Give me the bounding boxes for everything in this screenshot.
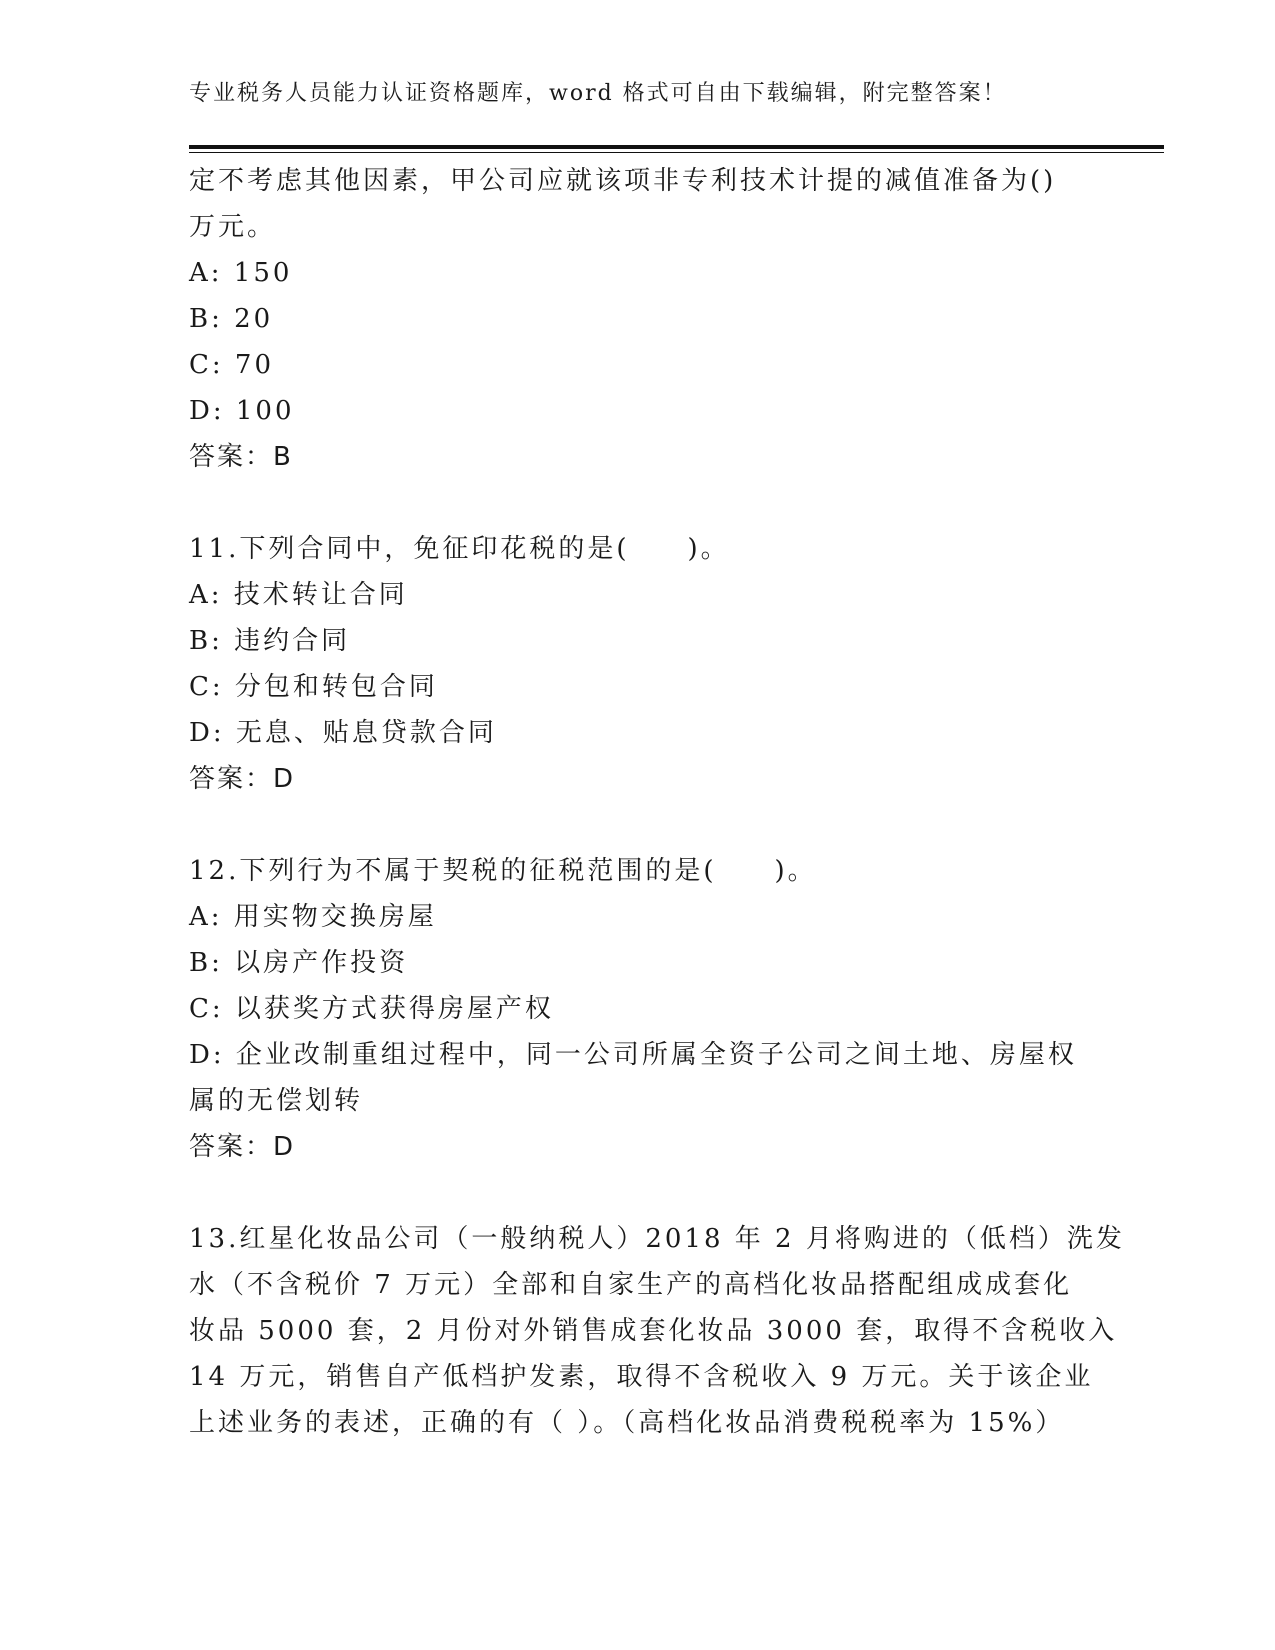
- q10-stem-line-2: 万元。: [189, 212, 277, 242]
- q11-option-c: C: 分包和转包合同: [189, 672, 438, 702]
- q13-stem-line-5: 上述业务的表述，正确的有（ ）。（高档化妆品消费税税率为 15%）: [189, 1408, 1065, 1438]
- q13-stem-line-4: 14 万元，销售自产低档护发素，取得不含税收入 9 万元。关于该企业: [189, 1362, 1094, 1392]
- page-header: 专业税务人员能力认证资格题库，word 格式可自由下载编辑，附完整答案！: [189, 81, 1007, 106]
- q10-answer: 答案：B: [189, 442, 293, 472]
- q12-option-d-line-1: D: 企业改制重组过程中，同一公司所属全资子公司之间土地、房屋权: [189, 1040, 1077, 1070]
- spacer: [189, 802, 1089, 848]
- q12-option-b: B: 以房产作投资: [189, 948, 409, 978]
- q10-option-c: C: 70: [189, 350, 275, 380]
- q13-stem-line-2: 水（不含税价 7 万元）全部和自家生产的高档化妆品搭配组成成套化: [189, 1270, 1073, 1300]
- q10-option-a: A: 150: [189, 258, 293, 288]
- q12-answer: 答案：D: [189, 1132, 296, 1162]
- header-rule-thin: [189, 152, 1164, 153]
- q11-answer: 答案：D: [189, 764, 296, 794]
- header-rule-thick: [189, 145, 1164, 149]
- q12-option-d-line-2: 属的无偿划转: [189, 1086, 364, 1116]
- q11-option-a: A: 技术转让合同: [189, 580, 408, 610]
- q13-stem-line-1: 13.红星化妆品公司（一般纳税人）2018 年 2 月将购进的（低档）洗发: [189, 1224, 1125, 1254]
- q12-stem: 12.下列行为不属于契税的征税范围的是( )。: [189, 856, 817, 886]
- q12-option-c: C: 以获奖方式获得房屋产权: [189, 994, 554, 1024]
- q11-option-b: B: 违约合同: [189, 626, 351, 656]
- q10-stem-line-1: 定不考虑其他因素，甲公司应就该项非专利技术计提的减值准备为(): [189, 166, 1057, 196]
- spacer: [189, 480, 1089, 526]
- spacer: [189, 1170, 1089, 1216]
- q10-option-b: B: 20: [189, 304, 274, 334]
- q11-stem: 11.下列合同中，免征印花税的是( )。: [189, 534, 730, 564]
- q10-option-d: D: 100: [189, 396, 295, 426]
- q11-option-d: D: 无息、贴息贷款合同: [189, 718, 497, 748]
- document-body: [189, 158, 1125, 1446]
- q13-stem-line-3: 妆品 5000 套，2 月份对外销售成套化妆品 3000 套，取得不含税收入: [189, 1316, 1118, 1346]
- q12-option-a: A: 用实物交换房屋: [189, 902, 437, 932]
